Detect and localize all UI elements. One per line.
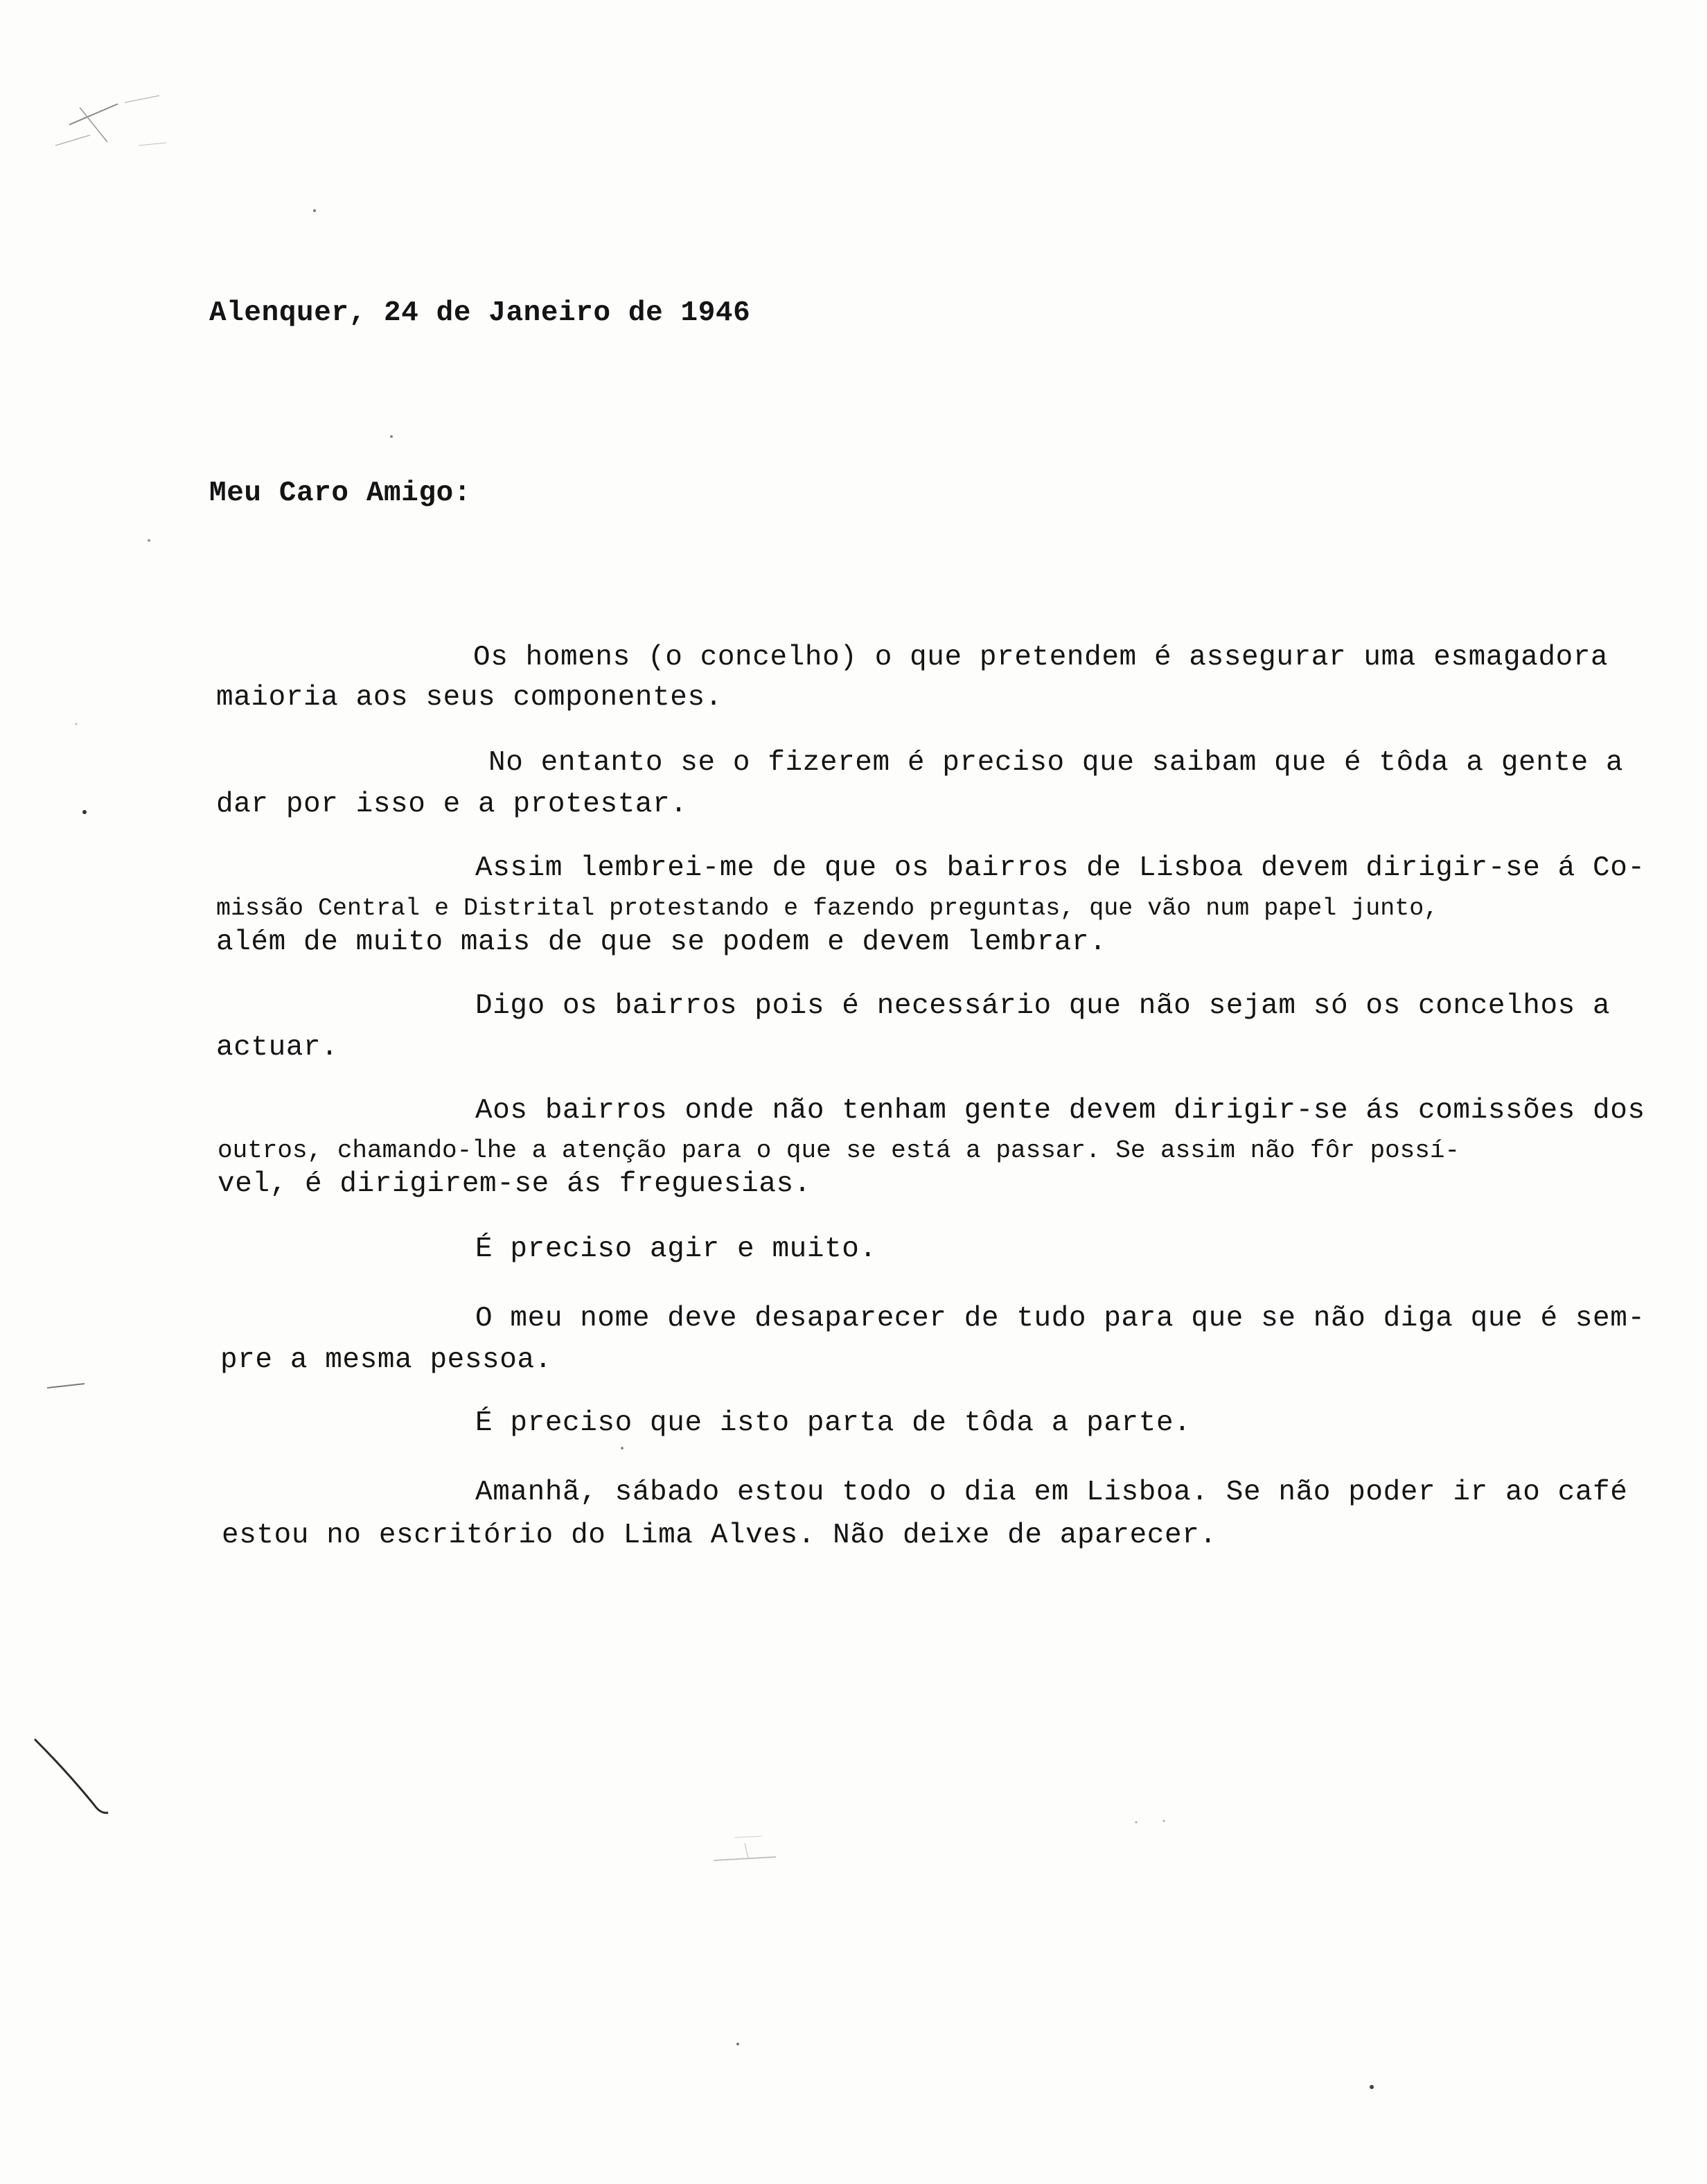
paragraph-line: além de muito mais de que se podem e devem lembrar. [216, 926, 1107, 958]
paragraph-line: Amanhã, sábado estou todo o dia em Lisboa. Se não poder ir ao café [475, 1477, 1628, 1508]
salutation-line: Meu Caro Amigo: [209, 477, 472, 509]
paragraph-line: maioria aos seus componentes. [216, 682, 723, 714]
paragraph-line: Aos bairros onde não tenham gente devem dirigir-se ás comissões dos [475, 1095, 1645, 1127]
paragraph-line: No entanto se o fizerem é preciso que saibam que é tôda a gente a [488, 747, 1624, 779]
paragraph-line: pre a mesma pessoa. [220, 1344, 552, 1376]
paragraph-line: actuar. [216, 1032, 339, 1064]
paragraph-line: Os homens (o concelho) o que pretendem é assegurar uma esmagadora [473, 642, 1609, 673]
place-date-line: Alenquer, 24 de Janeiro de 1946 [209, 297, 751, 329]
paragraph-line: missão Central e Distrital protestando e fazendo preguntas, que vão num papel junto, [216, 895, 1439, 922]
paragraph-line: vel, é dirigirem-se ás freguesias. [218, 1168, 811, 1200]
paragraph-line: Assim lembrei-me de que os bairros de Lisboa devem dirigir-se á Co- [475, 852, 1645, 884]
paragraph-line: outros, chamando-lhe a atenção para o que se está a passar. Se assim não fôr possí- [218, 1136, 1460, 1165]
paragraph-line: estou no escritório do Lima Alves. Não deixe de aparecer. [222, 1520, 1217, 1551]
paragraph-line: É preciso agir e muito. [475, 1233, 877, 1265]
paragraph-line: É preciso que isto parta de tôda a parte. [475, 1407, 1192, 1439]
paragraph-line: dar por isso e a protestar. [216, 789, 688, 820]
paragraph-line: Digo os bairros pois é necessário que não sejam só os concelhos a [475, 990, 1611, 1022]
paragraph-line: O meu nome deve desaparecer de tudo para que se não diga que é sem- [475, 1303, 1645, 1335]
